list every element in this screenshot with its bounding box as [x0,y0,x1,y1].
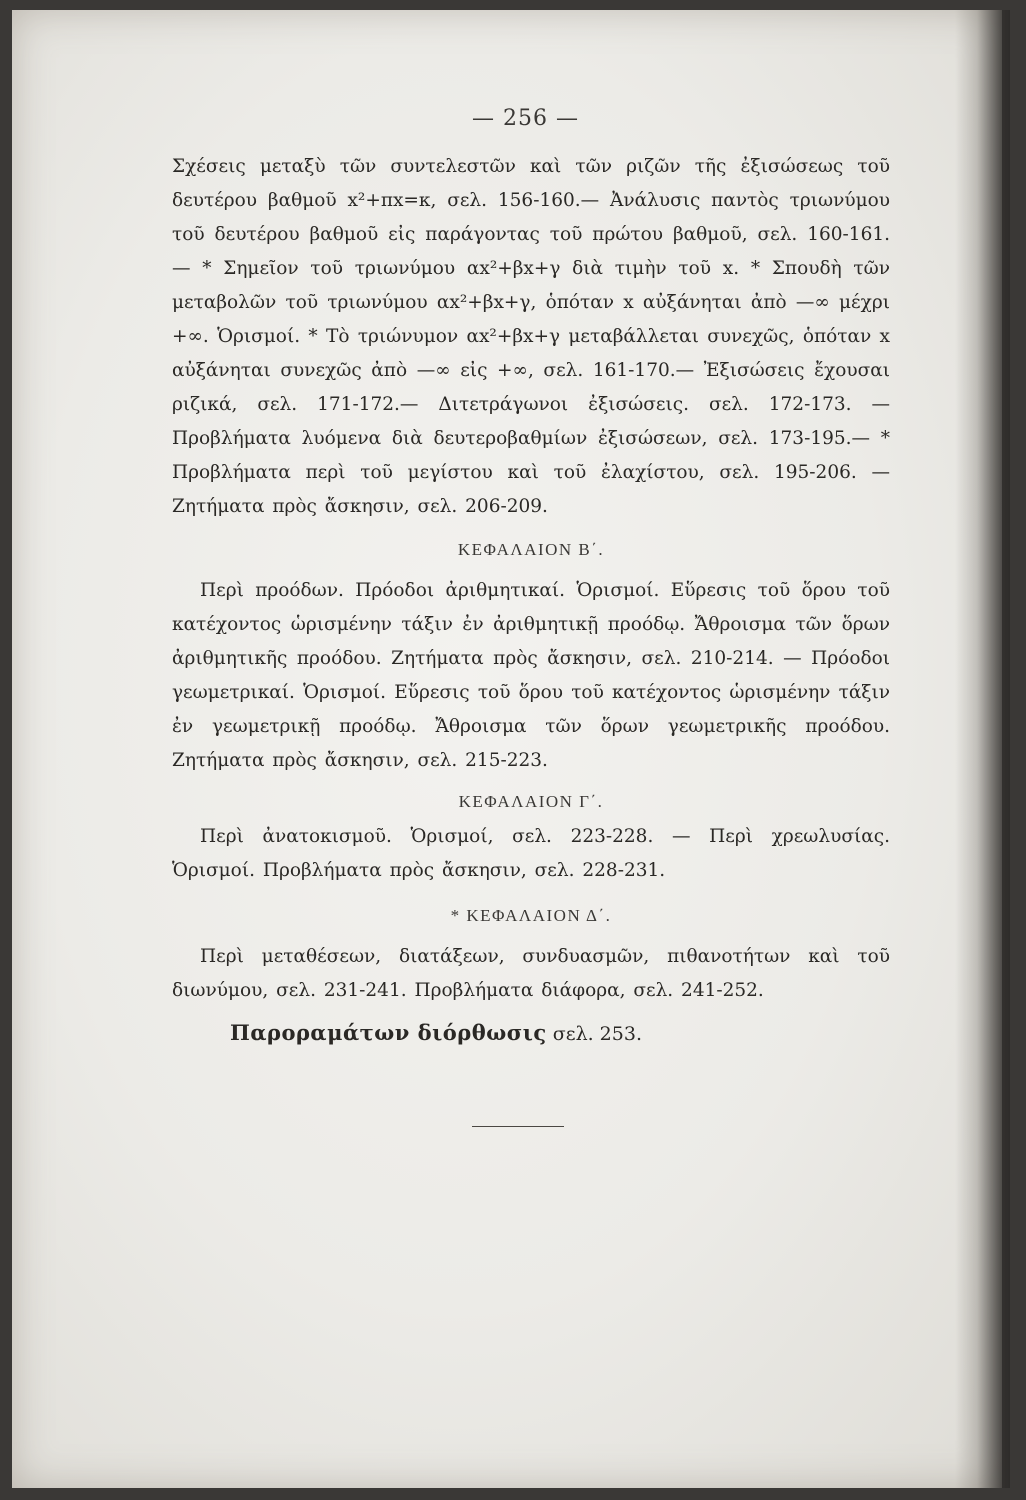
chapter-text-b: Περὶ προόδων. Πρόοδοι ἀριθμητικαί. Ὁρισμοί. Εὕρεσις τοῦ ὅρου τοῦ κατέχοντος ὡρισμένην τάξιν ἐν ἀριθμητικῇ προόδῳ. Ἄθροισμα τῶν ὅρων ἀριθμητικῆς προόδου. Ζητήματα πρὸς ἄσκησιν, σελ. 210-214. — Πρόοδοι γεωμετρικαί. Ὁρισμοί. Εὕρεσις τοῦ ὅρου τοῦ κατέχοντος ὡρισμένην τάξιν ἐν γεωμετρικῇ προόδῳ. Ἄθροισμα τῶν ὅρων γεωμετρικῆς προόδου. Ζητήματα πρὸς ἄσκησιν, σελ. 215-223. [172,580,890,771]
page-number: — 256 — [472,106,579,131]
closing-rule [472,1126,564,1127]
chapter-heading-c: ΚΕΦΑΛΑΙΟΝ Γ΄. [458,792,604,811]
intro-paragraph: Σχέσεις μεταξὺ τῶν συντελεστῶν καὶ τῶν ριζῶν τῆς ἐξισώσεως τοῦ δευτέρου βαθμοῦ x²+πx=κ, σελ. 156-160.— Ἀνάλυσις παντὸς τριωνύμου τοῦ δευτέρου βαθμοῦ εἰς παράγοντας τοῦ πρώτου βαθμοῦ, σελ. 160-161.— * Σημεῖον τοῦ τριωνύμου αx²+βx+γ διὰ τιμὴν τοῦ x. * Σπουδὴ τῶν μεταβολῶν τοῦ τριωνύμου αx²+βx+γ, ὁπόταν x αὐξάνηται ἀπὸ —∞ μέχρι +∞. Ὁρισμοί. * Τὸ τριώνυμον αx²+βx+γ μεταβάλλεται συνεχῶς, ὁπόταν x αὐξάνηται συνεχῶς ἀπὸ —∞ εἰς +∞, σελ. 161-170.— Ἐξισώσεις ἔχουσαι ριζικά, σελ. 171-172.— Διτετράγωνοι ἐξισώσεις. σελ. 172-173. — Προβλήματα λυόμενα διὰ δευτεροβαθμίων ἐξισώσεων, σελ. 173-195.— * Προβλήματα περὶ τοῦ μεγίστου καὶ τοῦ ἐλαχίστου, σελ. 195-206. — Ζητήματα πρὸς ἄσκησιν, σελ. 206-209. [172,156,890,517]
chapter-heading-d: * ΚΕΦΑΛΑΙΟΝ Δ΄. [450,906,612,925]
chapter-text-d: Περὶ μεταθέσεων, διατάξεων, συνδυασμῶν, πιθανοτήτων καὶ τοῦ διωνύμου, σελ. 231-241. Προβλήματα διάφορα, σελ. 241-252. [172,946,890,1001]
chapter-heading-b: ΚΕΦΑΛΑΙΟΝ Β΄. [457,540,605,559]
chapter-text-c: Περὶ ἀνατοκισμοῦ. Ὁρισμοί, σελ. 223-228. — Περὶ χρεωλυσίας. Ὁρισμοί. Προβλήματα πρὸς ἄσκησιν, σελ. 228-231. [172,826,890,881]
errata-line [230,1020,642,1045]
errata-title: Παροραμάτων διόρθωσις [230,1020,547,1045]
page-edge-shadow [955,10,1010,1488]
errata-ref: σελ. 253. [552,1023,642,1045]
